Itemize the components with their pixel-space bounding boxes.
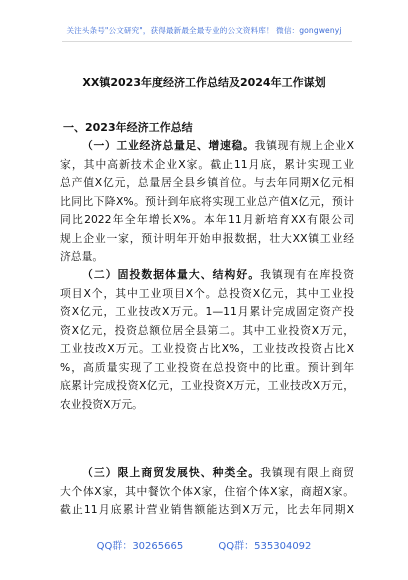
paragraph-line: 家，其中高新技术企业X家。截止11月底，累计实现工业 (60, 157, 354, 171)
paragraph-line: 资X亿元，工业技改X万元。1—11月累计完成固定资产投 (60, 305, 354, 318)
paragraph-investment (60, 266, 354, 414)
paragraph-first-line (60, 137, 354, 156)
paragraph-line: 项目X个，其中工业项目X个。总投资X亿元，其中工业投 (60, 286, 354, 300)
paragraph-line: 农业投资X万元。 (60, 397, 143, 411)
paragraph-line: 截止11月底累计营业销售额能达到X万元，比去年同期X (60, 503, 354, 516)
paragraph-line: 底累计完成投资X亿元，工业投资X万元，工业技改X万元， (60, 379, 354, 392)
paragraph-line: 大个体X家，其中餐饮个体X家，住宿个体X家，商超X家。 (60, 484, 354, 498)
paragraph-first-text: 我镇现有在库投资 (260, 268, 355, 281)
footer-qq-group-1: QQ群：30265665 (96, 541, 184, 552)
paragraph-line: 济总量。 (60, 250, 104, 263)
document-title: XX镇2023年度经济工作总结及2024年工作谋划 (82, 76, 326, 89)
paragraph-line: 工业技改X万元。工业投资占比X%，工业技改投资占比X (60, 342, 354, 355)
paragraph-commerce (60, 464, 354, 520)
banner-divider (62, 41, 352, 42)
section-heading: 一、2023年经济工作总结 (63, 121, 193, 134)
paragraph-line: 同比2022年全年增长X%。本年11月新培育XX有限公司 (60, 213, 354, 226)
paragraph-lead: （一）工业经济总量足、增速稳。 (82, 139, 255, 152)
paragraph-line: 规上企业一家，预计明年开始申报数据，壮大XX镇工业经 (60, 231, 354, 245)
paragraph-lead: （二）固投数据体量大、结构好。 (82, 268, 261, 281)
paragraph-lead: （三）限上商贸发展快、种类全。 (82, 466, 261, 479)
footer-contact (0, 537, 408, 552)
paragraph-first-line (60, 266, 354, 285)
paragraph-first-line (60, 464, 354, 483)
paragraph-industry (60, 137, 354, 267)
paragraph-line: %，高质量实现了工业投资在总投资中的比重。预计到年 (60, 360, 354, 374)
paragraph-line: 比同比下降X%。预计到年底将实现工业总产值X亿元，预计 (60, 194, 354, 208)
top-promo-banner: 关注头条号"公文研究"，获得最新最全最专业的公文资料库！ 微信：gongwenyj (66, 26, 342, 35)
paragraph-first-text: 我镇现有限上商贸 (260, 466, 355, 479)
footer-qq-group-2: QQ群：535304092 (218, 541, 312, 552)
paragraph-line: 总产值X亿元，总量居全县乡镇首位。与去年同期X亿元相 (60, 176, 354, 189)
paragraph-first-text: 我镇现有规上企业X (254, 139, 354, 152)
paragraph-line: 资X亿元，投资总额位居全县第二。其中工业投资X万元， (60, 323, 354, 337)
